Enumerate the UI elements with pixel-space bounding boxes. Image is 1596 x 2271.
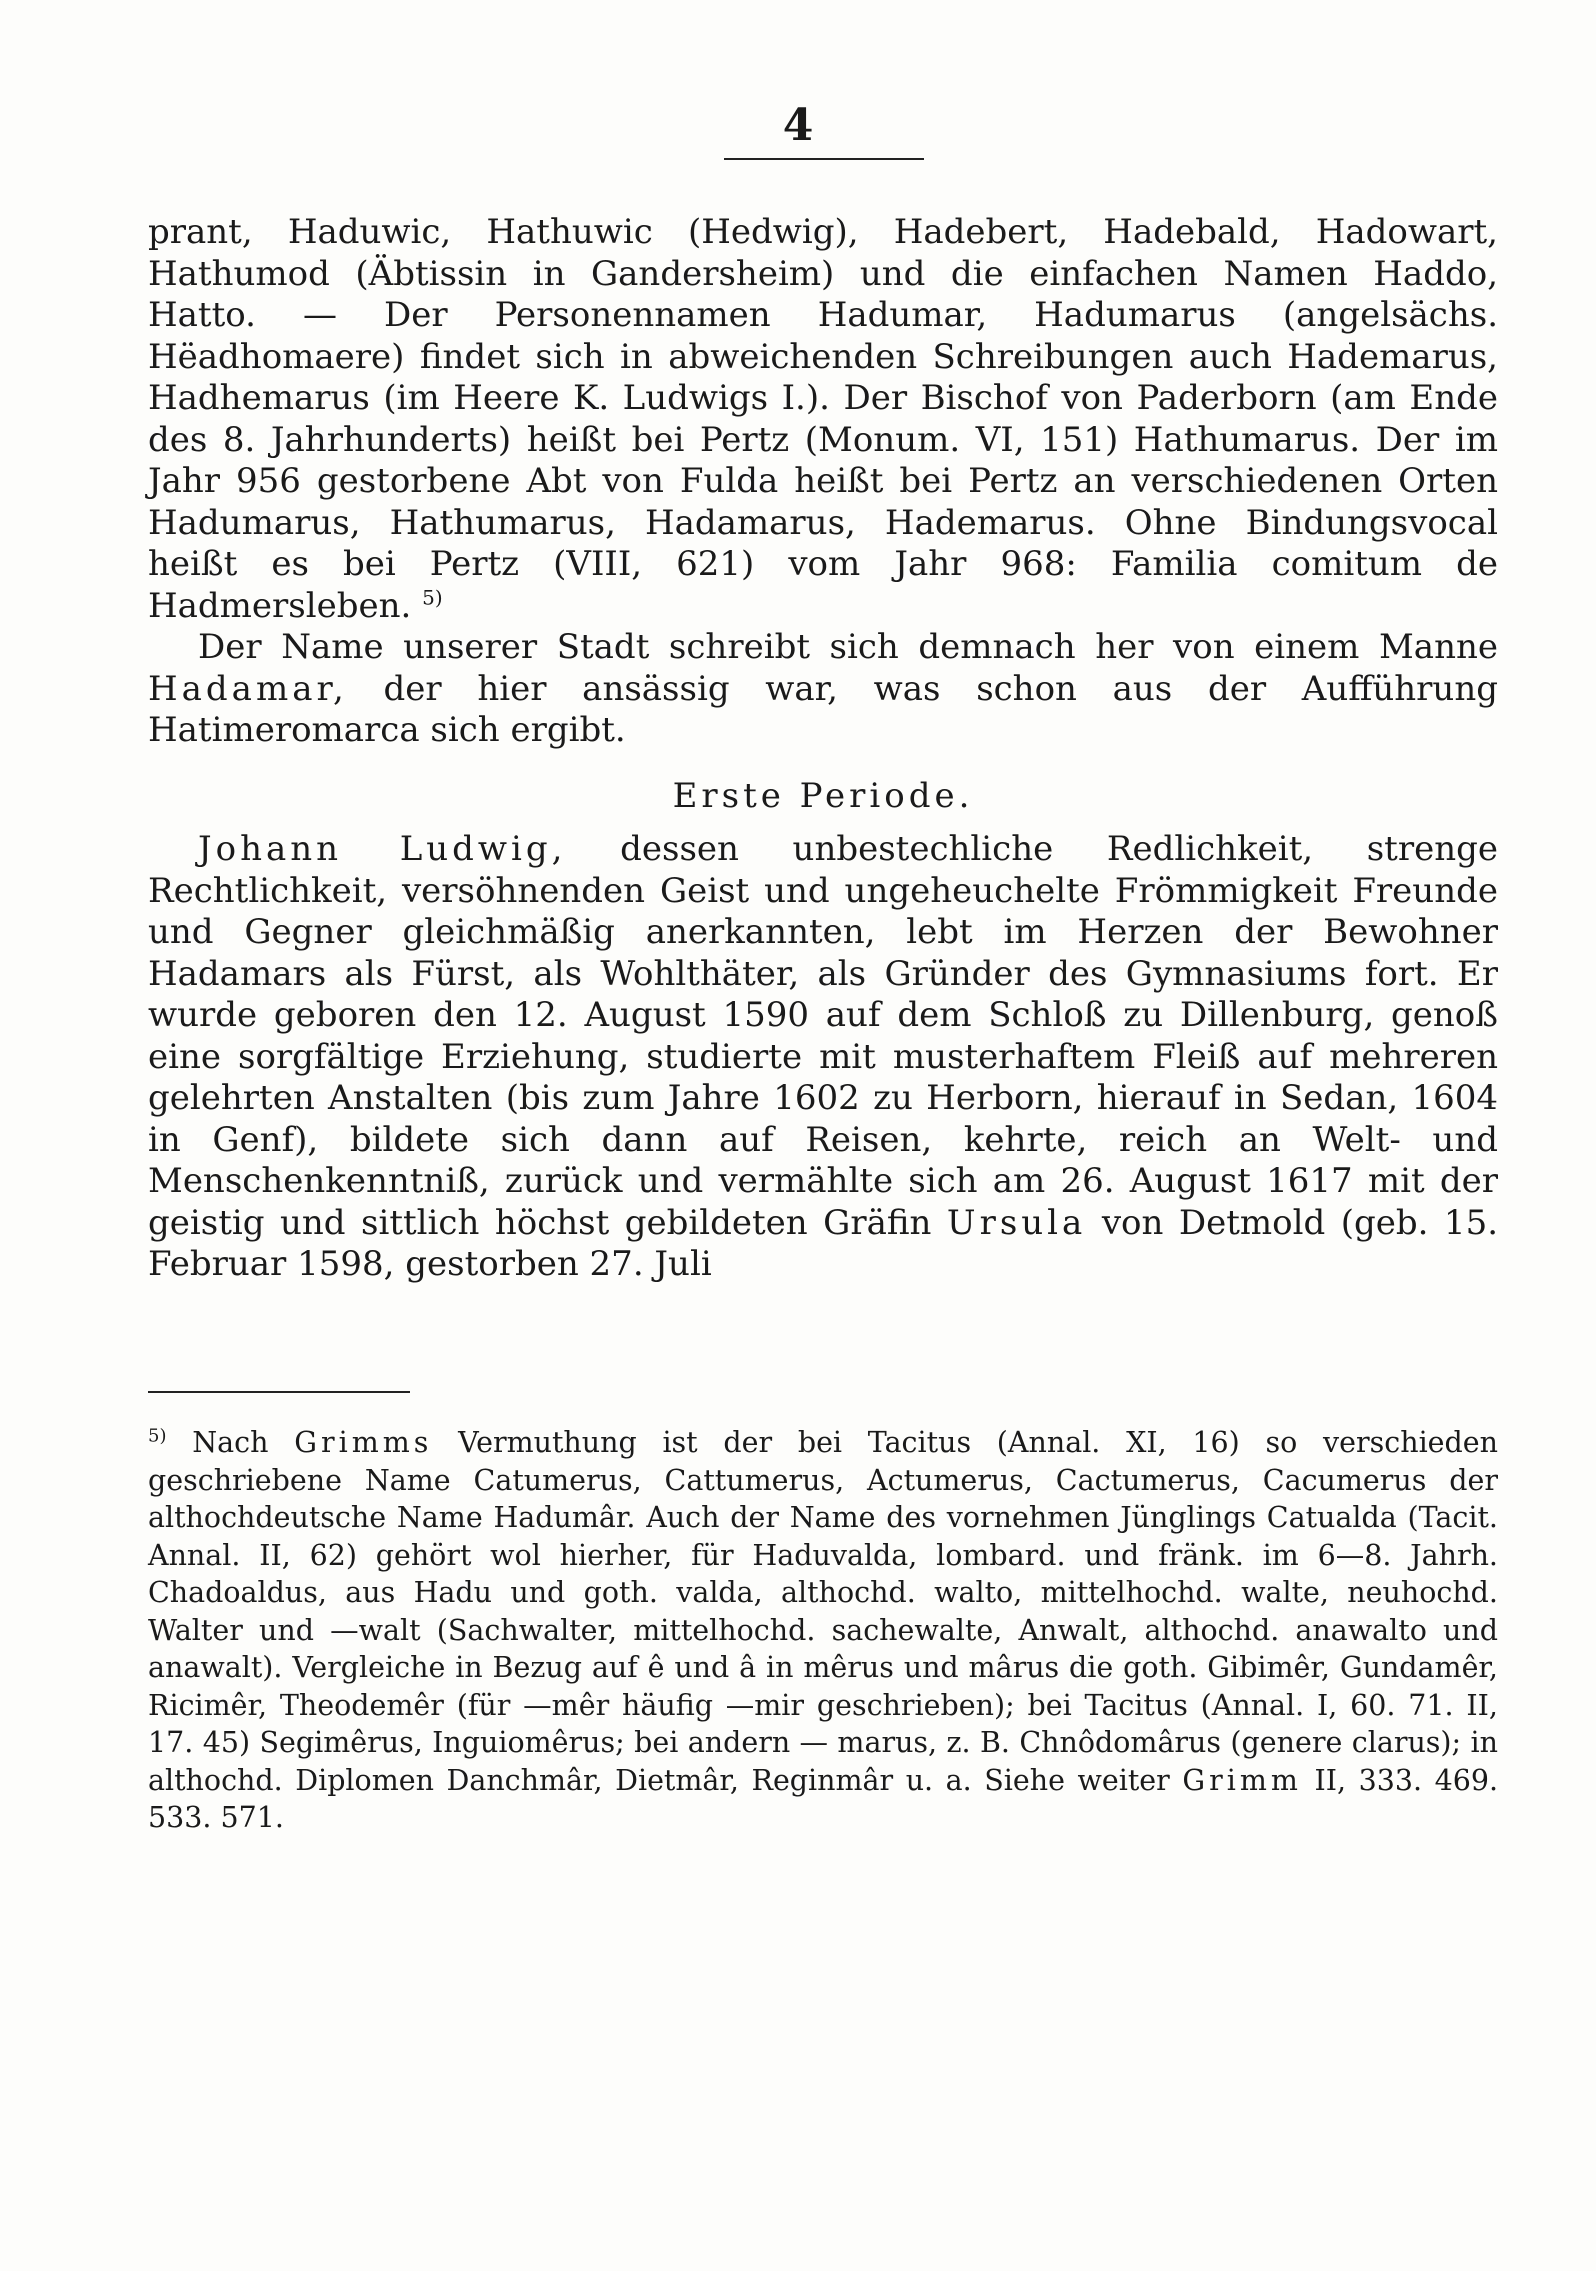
town-text-2: der hier ansässig war, was schon aus der Aufführung Hatimeromarca sich ergibt. xyxy=(148,668,1498,750)
footnote-text-2: Vermuthung ist der bei Tacitus (Annal. XI, 16) so verschieden geschriebene Name Catumerus, Cattumerus, Actumerus, Cactumerus, Cacumerus der althochdeutsche Name Hadumâr. Auch der Name des vornehmen Jünglings Catualda (Tacit. Annal. II, 62) gehört wol hierher, für Haduvalda, lombard. und fränk. im 6—8. Jahrh. Chadoaldus, aus Hadu und goth. valda, althochd. walto, mittelhochd. walte, neuhochd. Walter und —walt (Sachwalter, mittelhochd. sachewalte, Anwalt, althochd. anawalto und anawalt). Vergleiche in Bezug auf ê und â in mêrus und mârus die goth. Gibimêr, Gundamêr, Ricimêr, Theodemêr (für —mêr häufig —mir geschrieben); bei Tacitus (Annal. I, 60. 71. II, 17. 45) Segimêrus, Inguiomêrus; bei andern — marus, z. B. Chnôdomârus (genere clarus); in althochd. Diplomen Danchmâr, Dietmâr, Reginmâr u. a. Siehe weiter xyxy=(148,1426,1499,1797)
paragraph-names xyxy=(148,212,1498,627)
footnote-5 xyxy=(148,1424,1498,1837)
name-hadamar: Hadamar, xyxy=(148,668,348,709)
footnote-mark: 5) xyxy=(148,1425,167,1447)
town-text-1: Der Name unserer Stadt schreibt sich demnach her von einem Manne xyxy=(198,627,1498,667)
footnotes xyxy=(148,1424,1498,1837)
footnote-rule xyxy=(148,1391,410,1393)
footnote-reference: 5) xyxy=(422,585,443,610)
main-text xyxy=(148,212,1498,1286)
paragraph-names-text: prant, Haduwic, Hathuwic (Hedwig), Hadebert, Hadebald, Hadowart, Hathumod (Äbtissin in Gandersheim) und die einfachen Namen Haddo, Hatto. — Der Personennamen Hadumar, Hadumarus (angelsächs. Hëadhomaere) findet sich in abweichenden Schreibungen auch Hademarus, Hadhemarus (im Heere K. Ludwigs I.). Der Bischof von Paderborn (am Ende des 8. Jahrhunderts) heißt bei Pertz (Monum. VI, 151) Hathumarus. Der im Jahr 956 gestorbene Abt von Fulda heißt bei Pertz an verschiedenen Orten Hadumarus, Hathumarus, Hadamarus, Hademarus. Ohne Bindungsvocal heißt es bei Pertz (VIII, 621) vom Jahr 968: Familia comitum de Hadmersleben. xyxy=(148,212,1498,626)
johann-ludwig-text-2: von Detmold (geb. 15. Februar 1598, gestorben 27. Juli xyxy=(148,1202,1499,1284)
footnote-name-grimm: Grimm xyxy=(1182,1763,1302,1797)
johann-ludwig-text: dessen unbestechliche Redlichkeit, strenge Rechtlichkeit, versöhnenden Geist und ungeheuchelte Frömmigkeit Freunde und Gegner gleichmäßig anerkannten, lebt im Herzen der Bewohner Hadamars als Fürst, als Wohlthäter, als Gründer des Gymnasiums fort. Er wurde geboren den 12. August 1590 auf dem Schloß zu Dillenburg, genoß eine sorgfältige Erziehung, studierte mit musterhaftem Fleiß auf mehreren gelehrten Anstalten (bis zum Jahre 1602 zu Herborn, hierauf in Sedan, 1604 in Genf), bildete sich dann auf Reisen, kehrte, reich an Welt- und Menschenkenntniß, zurück und vermählte sich am 26. August 1617 mit der geistig und sittlich höchst gebildeten Gräfin xyxy=(148,829,1498,1243)
name-ursula: Ursula xyxy=(946,1202,1087,1243)
footnote-text-1: Nach xyxy=(192,1426,269,1459)
page-number: 4 xyxy=(782,100,814,151)
footnote-text-3: II, 333. 469. 533. 571. xyxy=(148,1763,1499,1834)
footnote-name-grimms: Grimms xyxy=(294,1426,433,1459)
paragraph-town-name xyxy=(148,627,1498,752)
section-title: Erste Periode. xyxy=(672,775,974,816)
header-rule xyxy=(724,158,924,160)
paragraph-johann-ludwig xyxy=(148,829,1498,1286)
name-johann-ludwig: Johann Ludwig, xyxy=(198,829,567,869)
